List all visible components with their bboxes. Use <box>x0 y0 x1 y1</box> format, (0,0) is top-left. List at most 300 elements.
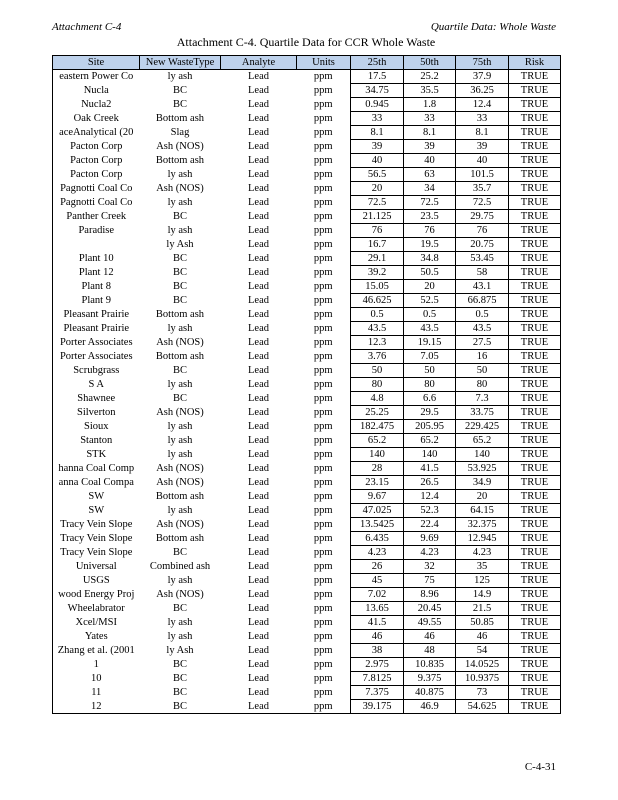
cell-analyte: Lead <box>248 351 269 362</box>
cell-waste-type: Ash (NOS) <box>156 407 204 418</box>
cell-50th: 22.4 <box>404 518 456 532</box>
table-row <box>53 532 561 546</box>
cell-50th: 10.835 <box>404 658 456 672</box>
cell-units: ppm <box>313 449 333 460</box>
cell-25th: 39.2 <box>351 266 404 280</box>
cell-analyte: Lead <box>248 687 269 698</box>
cell-site: wood Energy Proj <box>53 588 140 602</box>
cell-75th: 32.375 <box>456 518 509 532</box>
cell-analyte: Lead <box>248 589 269 600</box>
cell-75th: 12.4 <box>456 98 509 112</box>
cell-75th: 125 <box>456 574 509 588</box>
cell-risk: TRUE <box>509 588 561 602</box>
cell-25th: 80 <box>351 378 404 392</box>
cell-75th: 58 <box>456 266 509 280</box>
cell-75th: 43.5 <box>456 322 509 336</box>
cell-50th: 205.95 <box>404 420 456 434</box>
cell-risk: TRUE <box>509 154 561 168</box>
cell-25th: 7.375 <box>351 686 404 700</box>
cell-waste-type: ly ash <box>167 505 193 516</box>
cell-risk: TRUE <box>509 126 561 140</box>
cell-waste-type: ly ash <box>167 323 193 334</box>
cell-50th: 20 <box>404 280 456 294</box>
cell-25th: 0.5 <box>351 308 404 322</box>
cell-units: ppm <box>313 575 333 586</box>
cell-units: ppm <box>313 645 333 656</box>
table-row <box>53 462 561 476</box>
cell-75th: 50 <box>456 364 509 378</box>
cell-25th: 76 <box>351 224 404 238</box>
cell-75th: 27.5 <box>456 336 509 350</box>
cell-75th: 76 <box>456 224 509 238</box>
cell-25th: 65.2 <box>351 434 404 448</box>
cell-site: aceAnalytical (20 <box>53 126 140 140</box>
cell-75th: 33.75 <box>456 406 509 420</box>
cell-analyte: Lead <box>248 561 269 572</box>
cell-risk: TRUE <box>509 686 561 700</box>
cell-units: ppm <box>313 687 333 698</box>
cell-analyte: Lead <box>248 673 269 684</box>
cell-risk: TRUE <box>509 672 561 686</box>
table-row <box>53 182 561 196</box>
cell-25th: 0.945 <box>351 98 404 112</box>
cell-risk: TRUE <box>509 266 561 280</box>
cell-site: SW <box>53 490 140 504</box>
cell-site: hanna Coal Comp <box>53 462 140 476</box>
cell-analyte: Lead <box>248 519 269 530</box>
cell-units: ppm <box>313 393 333 404</box>
cell-units: ppm <box>313 337 333 348</box>
table-row <box>53 616 561 630</box>
cell-analyte: Lead <box>248 533 269 544</box>
cell-75th: 101.5 <box>456 168 509 182</box>
cell-site: Sioux <box>53 420 140 434</box>
cell-waste-type: Slag <box>170 127 190 138</box>
cell-25th: 72.5 <box>351 196 404 210</box>
table-row <box>53 98 561 112</box>
cell-units: ppm <box>313 281 333 292</box>
cell-risk: TRUE <box>509 70 561 84</box>
cell-75th: 34.9 <box>456 476 509 490</box>
cell-25th: 8.1 <box>351 126 404 140</box>
cell-risk: TRUE <box>509 448 561 462</box>
table-row <box>53 518 561 532</box>
cell-analyte: Lead <box>248 617 269 628</box>
cell-25th: 38 <box>351 644 404 658</box>
cell-75th: 16 <box>456 350 509 364</box>
cell-site: Pacton Corp <box>53 168 140 182</box>
cell-75th: 73 <box>456 686 509 700</box>
cell-75th: 39 <box>456 140 509 154</box>
cell-75th: 72.5 <box>456 196 509 210</box>
column-header-analyte: Analyte <box>221 56 297 70</box>
cell-analyte: Lead <box>248 421 269 432</box>
table-row <box>53 154 561 168</box>
cell-site: S A <box>53 378 140 392</box>
cell-25th: 46 <box>351 630 404 644</box>
cell-site: 11 <box>53 686 140 700</box>
cell-50th: 46 <box>404 630 456 644</box>
cell-units: ppm <box>313 603 333 614</box>
cell-units: ppm <box>313 127 333 138</box>
cell-50th: 4.23 <box>404 546 456 560</box>
table-row <box>53 196 561 210</box>
table-row <box>53 434 561 448</box>
cell-risk: TRUE <box>509 378 561 392</box>
table-body <box>53 70 561 714</box>
cell-25th: 33 <box>351 112 404 126</box>
cell-25th: 50 <box>351 364 404 378</box>
cell-site: 1 <box>53 658 140 672</box>
cell-units: ppm <box>313 99 333 110</box>
cell-25th: 4.23 <box>351 546 404 560</box>
cell-50th: 75 <box>404 574 456 588</box>
cell-50th: 50.5 <box>404 266 456 280</box>
cell-analyte: Lead <box>248 197 269 208</box>
cell-75th: 40 <box>456 154 509 168</box>
cell-units: ppm <box>313 589 333 600</box>
table-row <box>53 280 561 294</box>
cell-50th: 43.5 <box>404 322 456 336</box>
cell-analyte: Lead <box>248 407 269 418</box>
cell-risk: TRUE <box>509 504 561 518</box>
cell-units: ppm <box>313 197 333 208</box>
table-row <box>53 630 561 644</box>
cell-risk: TRUE <box>509 350 561 364</box>
cell-75th: 29.75 <box>456 210 509 224</box>
cell-risk: TRUE <box>509 84 561 98</box>
cell-25th: 43.5 <box>351 322 404 336</box>
cell-analyte: Lead <box>248 127 269 138</box>
cell-25th: 12.3 <box>351 336 404 350</box>
cell-risk: TRUE <box>509 490 561 504</box>
cell-site: Yates <box>53 630 140 644</box>
cell-50th: 12.4 <box>404 490 456 504</box>
cell-risk: TRUE <box>509 658 561 672</box>
cell-analyte: Lead <box>248 281 269 292</box>
cell-50th: 34 <box>404 182 456 196</box>
cell-units: ppm <box>313 435 333 446</box>
cell-50th: 48 <box>404 644 456 658</box>
cell-units: ppm <box>313 561 333 572</box>
cell-waste-type: ly ash <box>167 197 193 208</box>
cell-analyte: Lead <box>248 645 269 656</box>
cell-risk: TRUE <box>509 140 561 154</box>
cell-analyte: Lead <box>248 141 269 152</box>
cell-site: Wheelabrator <box>53 602 140 616</box>
cell-analyte: Lead <box>248 267 269 278</box>
cell-risk: TRUE <box>509 560 561 574</box>
cell-units: ppm <box>313 673 333 684</box>
cell-75th: 14.0525 <box>456 658 509 672</box>
cell-waste-type: BC <box>172 85 187 96</box>
cell-75th: 64.15 <box>456 504 509 518</box>
cell-units: ppm <box>313 365 333 376</box>
cell-analyte: Lead <box>248 253 269 264</box>
column-header-75th: 75th <box>456 56 509 70</box>
cell-analyte: Lead <box>248 603 269 614</box>
cell-site: anna Coal Compa <box>53 476 140 490</box>
cell-50th: 8.1 <box>404 126 456 140</box>
cell-risk: TRUE <box>509 182 561 196</box>
cell-risk: TRUE <box>509 168 561 182</box>
cell-waste-type: BC <box>172 267 187 278</box>
cell-25th: 9.67 <box>351 490 404 504</box>
cell-75th: 12.945 <box>456 532 509 546</box>
cell-50th: 23.5 <box>404 210 456 224</box>
column-header-25th: 25th <box>351 56 404 70</box>
cell-25th: 23.15 <box>351 476 404 490</box>
table-row <box>53 406 561 420</box>
cell-waste-type: Ash (NOS) <box>156 141 204 152</box>
cell-analyte: Lead <box>248 379 269 390</box>
cell-units: ppm <box>313 421 333 432</box>
cell-site: Pleasant Prairie <box>53 322 140 336</box>
cell-site: Panther Creek <box>53 210 140 224</box>
cell-75th: 65.2 <box>456 434 509 448</box>
table-row <box>53 238 561 252</box>
cell-risk: TRUE <box>509 364 561 378</box>
cell-25th: 182.475 <box>351 420 404 434</box>
column-header-site: Site <box>53 56 140 70</box>
table-row <box>53 560 561 574</box>
cell-analyte: Lead <box>248 575 269 586</box>
cell-waste-type: Ash (NOS) <box>156 589 204 600</box>
cell-waste-type: ly ash <box>167 575 193 586</box>
cell-risk: TRUE <box>509 112 561 126</box>
cell-50th: 65.2 <box>404 434 456 448</box>
cell-units: ppm <box>313 113 333 124</box>
cell-50th: 140 <box>404 448 456 462</box>
cell-50th: 72.5 <box>404 196 456 210</box>
running-header-right: Quartile Data: Whole Waste <box>430 21 556 33</box>
cell-75th: 35.7 <box>456 182 509 196</box>
table-header-row <box>53 56 561 70</box>
cell-waste-type: BC <box>172 365 187 376</box>
cell-25th: 47.025 <box>351 504 404 518</box>
cell-units: ppm <box>313 631 333 642</box>
cell-25th: 15.05 <box>351 280 404 294</box>
cell-75th: 14.9 <box>456 588 509 602</box>
cell-analyte: Lead <box>248 239 269 250</box>
cell-75th: 8.1 <box>456 126 509 140</box>
table-row <box>53 392 561 406</box>
cell-site: Pagnotti Coal Co <box>53 196 140 210</box>
column-header-risk: Risk <box>509 56 561 70</box>
cell-risk: TRUE <box>509 294 561 308</box>
cell-50th: 49.55 <box>404 616 456 630</box>
cell-75th: 20.75 <box>456 238 509 252</box>
cell-50th: 0.5 <box>404 308 456 322</box>
cell-waste-type: Bottom ash <box>155 113 205 124</box>
table-row <box>53 126 561 140</box>
cell-waste-type: BC <box>172 393 187 404</box>
cell-waste-type: ly ash <box>167 421 193 432</box>
cell-25th: 2.975 <box>351 658 404 672</box>
table-row <box>53 420 561 434</box>
cell-25th: 6.435 <box>351 532 404 546</box>
cell-analyte: Lead <box>248 295 269 306</box>
cell-units: ppm <box>313 225 333 236</box>
cell-waste-type: BC <box>172 673 187 684</box>
cell-25th: 29.1 <box>351 252 404 266</box>
cell-units: ppm <box>313 239 333 250</box>
cell-risk: TRUE <box>509 392 561 406</box>
cell-units: ppm <box>313 267 333 278</box>
cell-75th: 53.925 <box>456 462 509 476</box>
cell-units: ppm <box>313 379 333 390</box>
cell-50th: 19.15 <box>404 336 456 350</box>
cell-site: 12 <box>53 700 140 714</box>
cell-50th: 50 <box>404 364 456 378</box>
table-row <box>53 658 561 672</box>
table-row <box>53 70 561 84</box>
table-row <box>53 84 561 98</box>
cell-25th: 13.65 <box>351 602 404 616</box>
cell-site: Universal <box>53 560 140 574</box>
cell-risk: TRUE <box>509 434 561 448</box>
cell-25th: 46.625 <box>351 294 404 308</box>
cell-site: Plant 12 <box>53 266 140 280</box>
cell-site: Shawnee <box>53 392 140 406</box>
table-row <box>53 686 561 700</box>
cell-site: Plant 8 <box>53 280 140 294</box>
cell-site: 10 <box>53 672 140 686</box>
cell-75th: 0.5 <box>456 308 509 322</box>
table-row <box>53 588 561 602</box>
cell-25th: 34.75 <box>351 84 404 98</box>
cell-waste-type: BC <box>172 211 187 222</box>
cell-analyte: Lead <box>248 659 269 670</box>
cell-risk: TRUE <box>509 280 561 294</box>
quartile-data-table <box>52 55 561 714</box>
cell-analyte: Lead <box>248 505 269 516</box>
table-row <box>53 546 561 560</box>
cell-75th: 7.3 <box>456 392 509 406</box>
cell-site: Scrubgrass <box>53 364 140 378</box>
cell-75th: 140 <box>456 448 509 462</box>
cell-waste-type: ly ash <box>167 617 193 628</box>
cell-waste-type: ly ash <box>167 71 193 83</box>
cell-site: Tracy Vein Slope <box>53 546 140 560</box>
cell-units: ppm <box>313 211 333 222</box>
table-row <box>53 266 561 280</box>
cell-site: Porter Associates <box>53 350 140 364</box>
cell-50th: 19.5 <box>404 238 456 252</box>
cell-units: ppm <box>313 309 333 320</box>
cell-75th: 21.5 <box>456 602 509 616</box>
cell-units: ppm <box>313 183 333 194</box>
cell-risk: TRUE <box>509 644 561 658</box>
cell-risk: TRUE <box>509 630 561 644</box>
table-title: Attachment C-4. Quartile Data for CCR Whole Waste <box>176 35 436 49</box>
page-number: C-4-31 <box>524 761 556 773</box>
cell-analyte: Lead <box>248 183 269 194</box>
cell-25th: 56.5 <box>351 168 404 182</box>
cell-50th: 6.6 <box>404 392 456 406</box>
cell-units: ppm <box>313 547 333 558</box>
cell-units: ppm <box>313 169 333 180</box>
cell-waste-type: BC <box>172 659 187 670</box>
cell-waste-type: ly Ash <box>166 239 194 250</box>
cell-25th: 4.8 <box>351 392 404 406</box>
cell-units: ppm <box>313 491 333 502</box>
cell-analyte: Lead <box>221 700 297 714</box>
cell-waste-type: Ash (NOS) <box>156 477 204 488</box>
cell-analyte: Lead <box>248 169 269 180</box>
cell-25th: 17.5 <box>351 70 404 84</box>
table-row <box>53 490 561 504</box>
cell-site: Pagnotti Coal Co <box>53 182 140 196</box>
cell-25th: 7.02 <box>351 588 404 602</box>
cell-risk: TRUE <box>509 420 561 434</box>
cell-waste-type: BC <box>140 700 221 714</box>
cell-analyte: Lead <box>248 449 269 460</box>
cell-75th: 37.9 <box>456 70 509 84</box>
table-row <box>53 448 561 462</box>
cell-50th: 9.69 <box>404 532 456 546</box>
cell-analyte: Lead <box>248 155 269 166</box>
cell-site: Tracy Vein Slope <box>53 532 140 546</box>
cell-risk: TRUE <box>509 602 561 616</box>
table-row <box>53 350 561 364</box>
cell-75th: 53.45 <box>456 252 509 266</box>
cell-75th: 20 <box>456 490 509 504</box>
cell-units: ppm <box>313 533 333 544</box>
cell-75th: 36.25 <box>456 84 509 98</box>
cell-25th: 13.5425 <box>351 518 404 532</box>
cell-site: Tracy Vein Slope <box>53 518 140 532</box>
cell-75th: 4.23 <box>456 546 509 560</box>
cell-50th: 63 <box>404 168 456 182</box>
cell-waste-type: ly Ash <box>166 645 194 656</box>
cell-waste-type: ly ash <box>167 225 193 236</box>
cell-75th: 229.425 <box>456 420 509 434</box>
cell-waste-type: Bottom ash <box>155 351 205 362</box>
cell-50th: 7.05 <box>404 350 456 364</box>
cell-site: Plant 9 <box>53 294 140 308</box>
cell-risk: TRUE <box>509 210 561 224</box>
cell-site: Plant 10 <box>53 252 140 266</box>
cell-units: ppm <box>313 71 333 83</box>
cell-75th: 50.85 <box>456 616 509 630</box>
table-row <box>53 476 561 490</box>
cell-50th: 33 <box>404 112 456 126</box>
cell-risk: TRUE <box>509 252 561 266</box>
cell-risk: TRUE <box>509 462 561 476</box>
cell-analyte: Lead <box>248 99 269 110</box>
cell-waste-type: BC <box>172 281 187 292</box>
cell-50th: 52.5 <box>404 294 456 308</box>
column-header-50th: 50th <box>404 56 456 70</box>
cell-risk: TRUE <box>509 98 561 112</box>
table-row <box>53 112 561 126</box>
cell-risk: TRUE <box>509 336 561 350</box>
cell-site: Nucla2 <box>53 98 140 112</box>
cell-risk: TRUE <box>509 238 561 252</box>
cell-analyte: Lead <box>248 547 269 558</box>
cell-site: STK <box>53 448 140 462</box>
cell-risk: TRUE <box>509 224 561 238</box>
cell-50th: 39 <box>404 140 456 154</box>
cell-units: ppm <box>313 155 333 166</box>
table-row <box>53 252 561 266</box>
cell-site: Xcel/MSI <box>53 616 140 630</box>
cell-units: ppm <box>313 407 333 418</box>
cell-50th: 41.5 <box>404 462 456 476</box>
table-row <box>53 336 561 350</box>
cell-analyte: Lead <box>248 113 269 124</box>
